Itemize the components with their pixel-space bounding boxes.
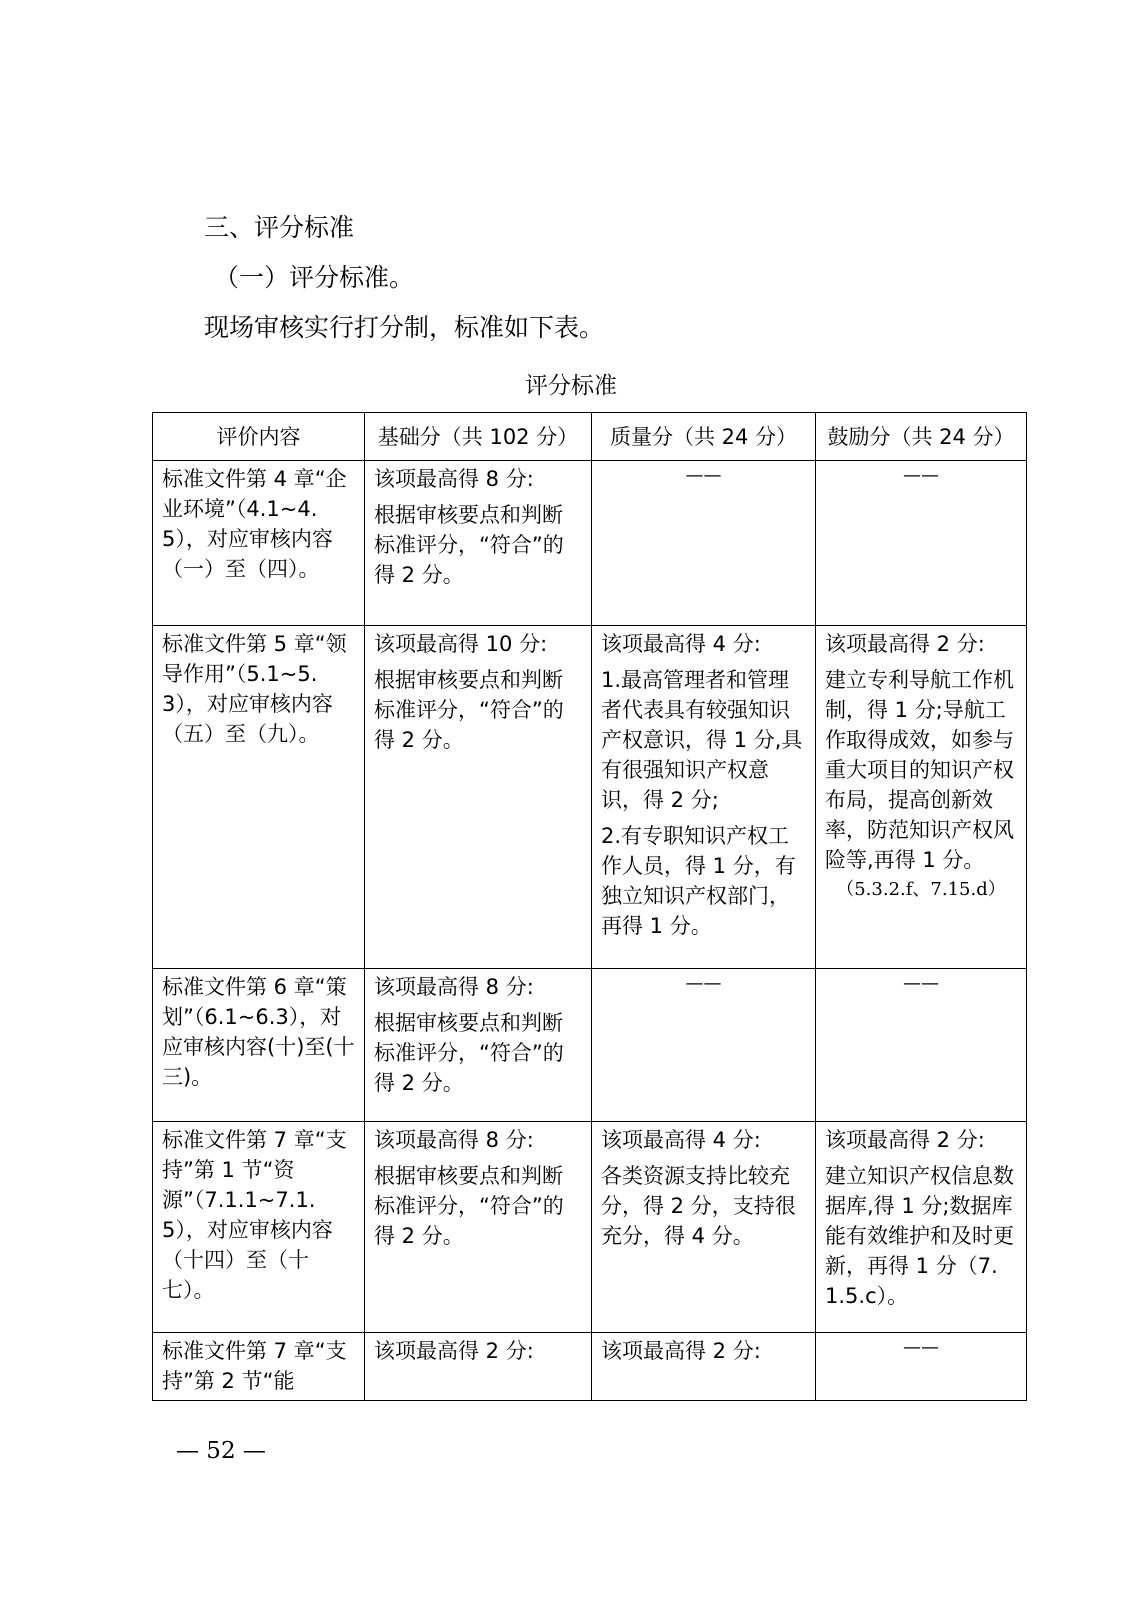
intro-paragraph: 现场审核实行打分制，标准如下表。 [204,313,605,342]
cell-line: 该项最高得 2 分: [825,632,985,656]
bonus-score-cell [816,626,1027,969]
table-row [153,1333,1027,1401]
base-score-cell [365,626,592,969]
base-score-cell [365,969,592,1122]
cell-line: 各类资源支持比较充分，得 2 分，支持很充分，得 4 分。 [601,1164,796,1248]
scoring-table [152,412,1027,1401]
base-score-cell [365,1333,592,1401]
cell-line: 建立专利导航工作机制，得 1 分;导航工作取得成效，如参与重大项目的知识产权布局，提高创新效率，防范知识产权风险等,再得 1 分。 [825,668,1014,872]
header-cell-quality: 质量分（共 24 分） [592,413,816,461]
clause-reference: （5.3.2.f、7.15.d） [836,879,1006,900]
cell-line: 根据审核要点和判断标准评分，“符合”的得 2 分。 [374,1164,564,1248]
cell-line: 该项最高得 2 分: [601,1339,761,1363]
content-cell: 标准文件第 5 章“领导作用”（5.1~5.3），对应审核内容（五）至（九）。 [153,626,365,969]
empty-dash: —— [685,465,722,486]
quality-score-cell [592,1333,816,1401]
empty-dash: —— [903,1337,939,1358]
cell-line: 2.有专职知识产权工作人员，得 1 分，有独立知识产权部门，再得 1 分。 [601,824,796,938]
header-cell-bonus: 鼓励分（共 24 分） [816,413,1027,461]
cell-line: 该项最高得 8 分: [374,1128,534,1152]
content-cell: 标准文件第 7 章“支持”第 2 节“能 [153,1333,365,1401]
content-cell: 标准文件第 7 章“支持”第 1 节“资源”（7.1.1~7.1.5），对应审核内容（十四）至（十七）。 [153,1122,365,1333]
cell-line: 建立知识产权信息数据库,得 1 分;数据库能有效维护和及时更新，再得 1 分（7.1.5.c）。 [825,1164,1014,1308]
quality-score-cell [592,626,816,969]
subsection-heading: （一）评分标准。 [214,263,415,292]
bonus-score-cell [816,461,1027,626]
empty-dash: —— [685,973,722,994]
table-title: 评分标准 [525,373,617,399]
table-row [153,461,1027,626]
bonus-score-cell [816,1333,1027,1401]
quality-score-cell [592,461,816,626]
cell-line: 该项最高得 2 分: [374,1339,534,1363]
cell-line: 根据审核要点和判断标准评分，“符合”的得 2 分。 [374,1011,564,1095]
cell-line: 根据审核要点和判断标准评分，“符合”的得 2 分。 [374,503,564,587]
content-cell: 标准文件第 6 章“策划”（6.1~6.3），对应审核内容(十)至(十三)。 [153,969,365,1122]
bonus-score-cell [816,969,1027,1122]
section-heading: 三、评分标准 [204,213,355,242]
page-number: — 52 — [176,1438,266,1464]
cell-line: 根据审核要点和判断标准评分，“符合”的得 2 分。 [374,668,564,752]
table-row [153,626,1027,969]
table-row [153,1122,1027,1333]
cell-line: 该项最高得 8 分: [374,975,534,999]
bonus-score-cell [816,1122,1027,1333]
cell-line: 该项最高得 4 分: [601,1128,761,1152]
quality-score-cell [592,969,816,1122]
base-score-cell [365,461,592,626]
cell-line: 该项最高得 8 分: [374,467,534,491]
header-cell-content: 评价内容 [153,413,365,461]
table-header-row [153,413,1027,461]
cell-line: 该项最高得 10 分: [374,632,548,656]
cell-line: 1.最高管理者和管理者代表具有较强知识产权意识，得 1 分,具有很强知识产权意识，得 2 分; [601,668,803,812]
header-cell-base: 基础分（共 102 分） [365,413,592,461]
empty-dash: —— [903,465,939,486]
content-cell: 标准文件第 4 章“企业环境”（4.1~4.5），对应审核内容（一）至（四）。 [153,461,365,626]
base-score-cell [365,1122,592,1333]
quality-score-cell [592,1122,816,1333]
cell-line: 该项最高得 2 分: [825,1128,985,1152]
empty-dash: —— [903,973,939,994]
cell-line: 该项最高得 4 分: [601,632,761,656]
table-row [153,969,1027,1122]
